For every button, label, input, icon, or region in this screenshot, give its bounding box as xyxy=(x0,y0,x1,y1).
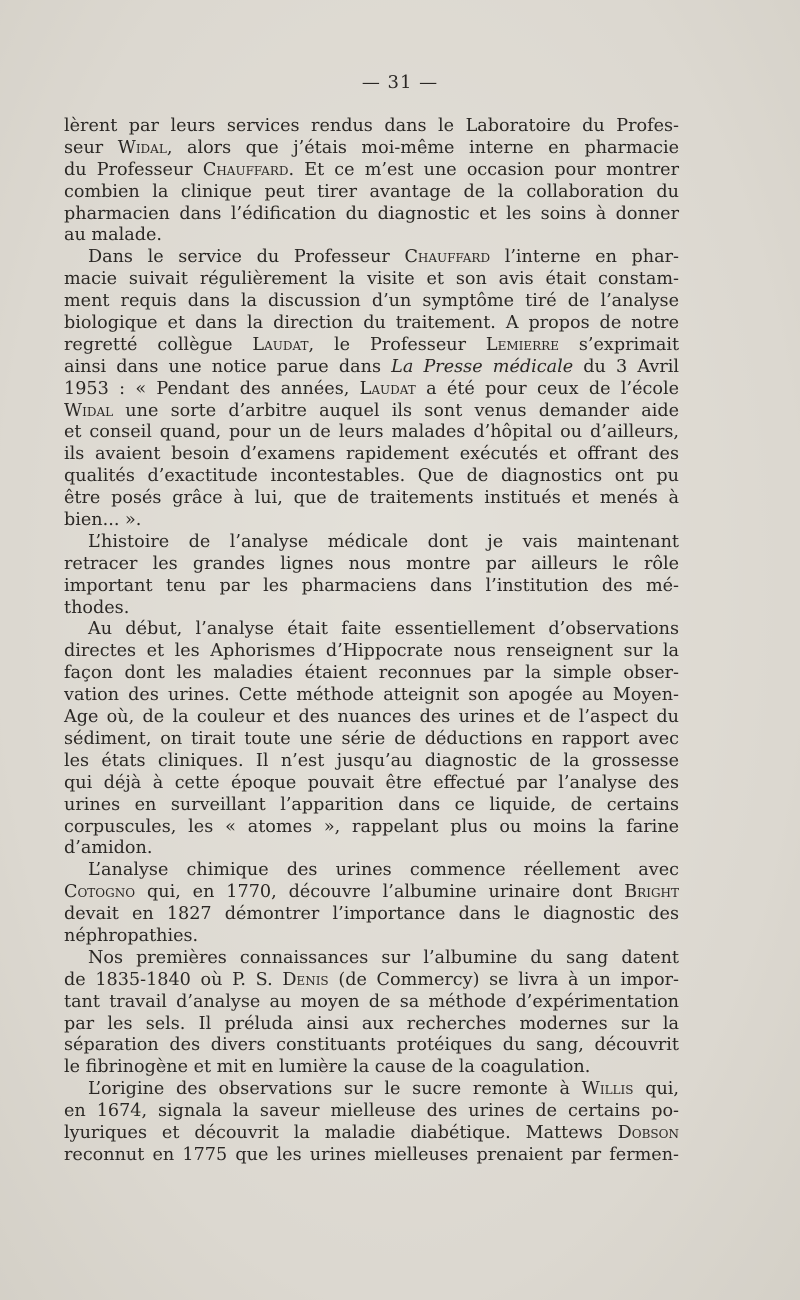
text-line: de 1835-1840 où P. S. Denis (de Commercy) se livra à un impor- xyxy=(64,969,679,990)
text-line: qualités d’exactitude incontestables. Que de diagnostics ont pu xyxy=(64,466,679,487)
text-line: 1953 : « Pendant des années, Laudat a été pour ceux de l’école xyxy=(64,378,679,399)
text-line: vation des urines. Cette méthode atteignit son apogée au Moyen- xyxy=(64,685,679,706)
text-line: lèrent par leurs services rendus dans le Laboratoire du Profes- xyxy=(64,116,679,136)
text-line: Cotogno qui, en 1770, découvre l’albumine urinaire dont Bright xyxy=(64,882,679,903)
text-line: seur Widal, alors que j’étais moi-même interne en pharmacie xyxy=(64,137,679,158)
text-line: L’analyse chimique des urines commence réellement avec xyxy=(88,860,679,881)
text-line: Widal une sorte d’arbitre auquel ils sont venus demander aide xyxy=(64,400,679,421)
text-line: reconnut en 1775 que les urines mielleuses prenaient par fermen- xyxy=(64,1144,679,1165)
text-line: thodes. xyxy=(64,597,130,618)
text-line: regretté collègue Laudat, le Professeur Lemierre s’exprimait xyxy=(64,334,680,355)
text-line: combien la clinique peut tirer avantage de la collaboration du xyxy=(64,181,679,202)
text-line: les états cliniques. Il n’est jusqu’au diagnostic de la grossesse xyxy=(64,750,679,771)
text-line: par les sels. Il préluda ainsi aux recherches modernes sur la xyxy=(64,1013,679,1034)
text-line: retracer les grandes lignes nous montre par ailleurs le rôle xyxy=(64,553,679,574)
text-line: lyuriques et découvrit la maladie diabétique. Mattews Dobson xyxy=(64,1122,679,1143)
page-number: — 31 — xyxy=(361,72,439,93)
text-line: au malade. xyxy=(64,225,162,246)
text-line: Age où, de la couleur et des nuances des urines et de l’aspect du xyxy=(64,707,679,728)
text-line: en 1674, signala la saveur mielleuse des urines de certains po- xyxy=(64,1101,679,1122)
text-line: d’amidon. xyxy=(64,838,153,859)
text-line: pharmacien dans l’édification du diagnostic et les soins à donner xyxy=(64,203,679,224)
text-line: macie suivait régulièrement la visite et son avis était constam- xyxy=(64,269,679,290)
text-line: du Professeur Chauffard. Et ce m’est une occasion pour montrer xyxy=(64,159,679,180)
text-line: le fibrinogène et mit en lumière la cause de la coagulation. xyxy=(64,1057,591,1078)
text-line: L’origine des observations sur le sucre remonte à Willis qui, xyxy=(88,1079,680,1100)
text-line: ainsi dans une notice parue dans La Presse médicale du 3 Avril xyxy=(64,356,679,377)
text-line: Au début, l’analyse était faite essentiellement d’observations xyxy=(88,619,679,640)
text-line: directes et les Aphorismes d’Hippocrate nous renseignent sur la xyxy=(64,641,679,662)
text-line: biologique et dans la direction du traitement. A propos de notre xyxy=(64,313,679,334)
text-line: tant travail d’analyse au moyen de sa méthode d’expérimentation xyxy=(64,991,679,1012)
text-line: séparation des divers constituants protéiques du sang, découvrit xyxy=(64,1035,679,1056)
text-line: être posés grâce à lui, que de traitements institués et menés à xyxy=(64,488,679,509)
text-line: façon dont les maladies étaient reconnues par la simple obser- xyxy=(64,663,679,684)
text-line: corpuscules, les « atomes », rappelant plus ou moins la farine xyxy=(64,816,679,837)
text-line: qui déjà à cette époque pouvait être effectué par l’analyse des xyxy=(64,772,679,793)
text-line: bien... ». xyxy=(64,510,142,531)
text-line: ment requis dans la discussion d’un symptôme tiré de l’analyse xyxy=(64,291,679,312)
text-line: Dans le service du Professeur Chauffard l’interne en phar- xyxy=(88,247,679,268)
text-line: devait en 1827 démontrer l’importance dans le diagnostic des xyxy=(64,904,679,925)
text-line: sédiment, on tirait toute une série de déductions en rapport avec xyxy=(64,728,679,749)
text-line: Nos premières connaissances sur l’albumine du sang datent xyxy=(88,947,679,968)
text-line: L’histoire de l’analyse médicale dont je vais maintenant xyxy=(88,531,679,552)
text-line: et conseil quand, pour un de leurs malades d’hôpital ou d’ailleurs, xyxy=(64,422,679,443)
text-line: néphropathies. xyxy=(64,925,199,946)
body-text xyxy=(64,116,679,1167)
text-line: important tenu par les pharmaciens dans l’institution des mé- xyxy=(64,575,679,596)
text-line: urines en surveillant l’apparition dans ce liquide, de certains xyxy=(64,794,679,815)
text-line: ils avaient besoin d’examens rapidement exécutés et offrant des xyxy=(64,444,679,465)
